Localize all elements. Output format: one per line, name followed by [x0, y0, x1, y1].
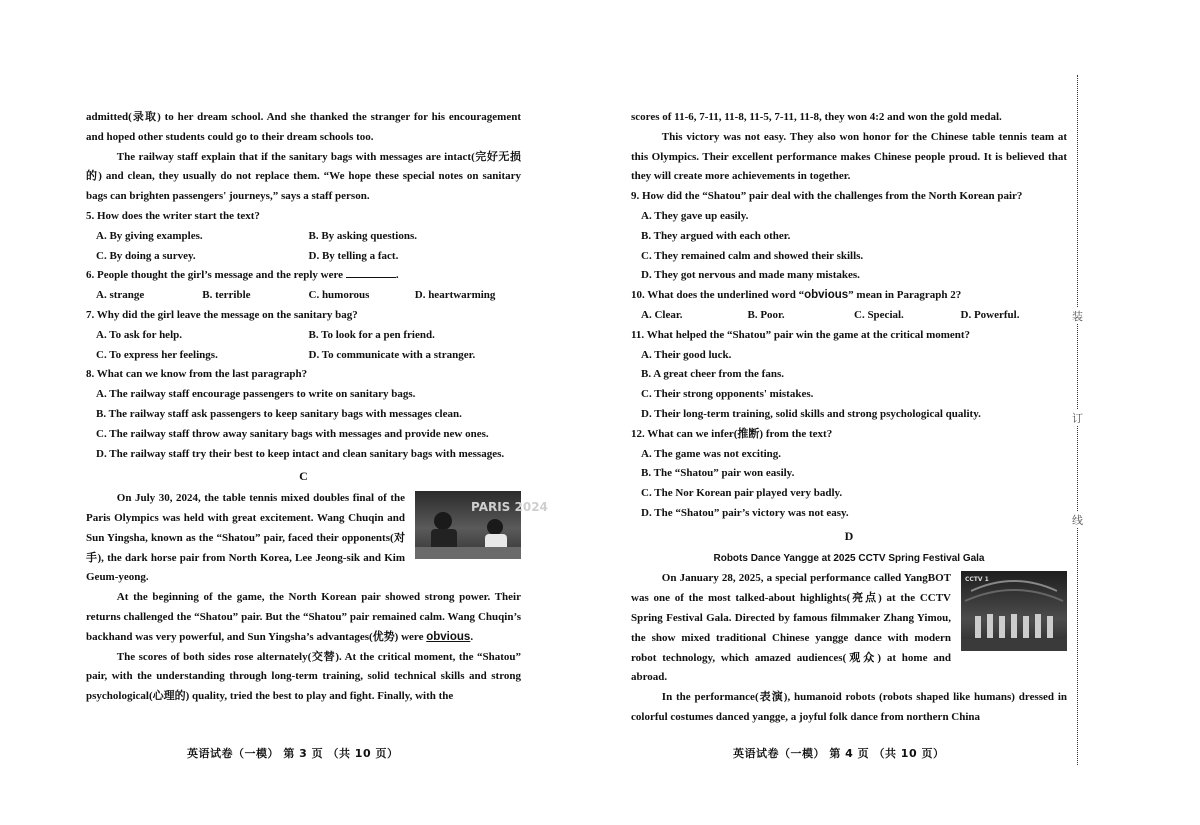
question-7 — [86, 306, 521, 365]
robot-dance-photo-drawing — [961, 571, 1067, 651]
passage-b-continuation: admitted(录取) to her dream school. And she thanked the stranger for his encouragement and hoped other students could go to their dream schools too. — [86, 111, 521, 143]
question-6-stem: 6. People thought the girl’s message and the reply were . — [86, 269, 399, 282]
passage-c-paragraph-3: The scores of both sides rose alternately(交替). At the critical moment, the “Shatou” pair, with the understanding through long-term training, solid technical skills and strong psychological(心理的) quality, tried the best to play and fight. Finally, with the — [86, 650, 521, 703]
q6-option-b[interactable]: B. terrible — [202, 289, 251, 302]
q5-option-d[interactable]: D. By telling a fact. — [308, 249, 399, 262]
page-footer-left: 英语试卷（一模） 第 3 页 （共 10 页） — [187, 747, 399, 760]
q9-option-d[interactable]: D. They got nervous and made many mistakes. — [641, 269, 860, 282]
q10-option-b[interactable]: B. Poor. — [747, 308, 785, 321]
passage-d-title: Robots Dance Yangge at 2025 CCTV Spring Festival Gala — [713, 552, 985, 564]
question-9-stem: 9. How did the “Shatou” pair deal with the challenges from the North Korean pair? — [631, 190, 1023, 203]
q7-option-b[interactable]: B. To look for a pen friend. — [308, 328, 435, 341]
photo-backdrop-text: PARIS 2024 — [471, 500, 548, 515]
q12-option-c[interactable]: C. The Nor Korean pair played very badly. — [641, 487, 843, 500]
q8-option-a[interactable]: A. The railway staff encourage passengers to write on sanitary bags. — [96, 388, 416, 401]
question-6 — [86, 266, 521, 306]
q12-option-b[interactable]: B. The “Shatou” pair won easily. — [641, 467, 795, 480]
passage-c-paragraph-2: At the beginning of the game, the North Korean pair showed strong power. Their returns challenged the “Shatou” pair. But the “Shatou” pair remained calm. Wang Chuqin’s backhand was very powerful, and Sun Yingsha’s advantages(优势) were obvious. — [86, 591, 521, 643]
left-page — [86, 108, 548, 707]
q6-option-d[interactable]: D. heartwarming — [414, 289, 496, 302]
q6-option-a[interactable]: A. strange — [96, 289, 145, 302]
q7-option-d[interactable]: D. To communicate with a stranger. — [308, 348, 476, 361]
robot-dance-photo — [961, 571, 1067, 651]
q5-option-c[interactable]: C. By doing a survey. — [96, 249, 196, 262]
answer-blank — [346, 277, 396, 278]
question-12-stem: 12. What can we infer(推断) from the text? — [631, 427, 833, 440]
quoted-word: obvious — [804, 289, 849, 302]
question-11-stem: 11. What helped the “Shatou” pair win the game at the critical moment? — [631, 328, 971, 341]
right-page — [631, 108, 1067, 728]
q6-option-c[interactable]: C. humorous — [308, 289, 370, 302]
q8-option-b[interactable]: B. The railway staff ask passengers to keep sanitary bags with messages clean. — [96, 407, 462, 420]
q8-option-c[interactable]: C. The railway staff throw away sanitary bags with messages and provide new ones. — [96, 427, 489, 440]
photo-channel-logo: CCTV 1 — [965, 576, 989, 584]
section-heading-c: C — [299, 469, 308, 484]
passage-d-paragraph-1: On January 28, 2025, a special performance called YangBOT was one of the most talked-about highlights(亮点) at the CCTV Spring Festival Gala. Directed by famous filmmaker Zhang Yimou, the show mixed traditional Chinese yangge dance with modern robot technology, which amazed audiences(观众) at home and abroad. — [631, 572, 951, 684]
question-7-stem: 7. Why did the girl leave the message on the sanitary bag? — [86, 308, 358, 321]
q9-option-b[interactable]: B. They argued with each other. — [641, 229, 791, 242]
table-tennis-photo-drawing — [415, 491, 548, 559]
question-11 — [631, 326, 1067, 425]
q5-option-b[interactable]: B. By asking questions. — [308, 229, 418, 242]
q11-option-c[interactable]: C. Their strong opponents' mistakes. — [641, 388, 814, 401]
question-8-stem: 8. What can we know from the last paragraph? — [86, 368, 308, 381]
q10-option-c[interactable]: C. Special. — [854, 308, 904, 321]
q10-option-d[interactable]: D. Powerful. — [960, 308, 1020, 321]
q5-option-a[interactable]: A. By giving examples. — [96, 229, 203, 242]
question-9 — [631, 187, 1067, 286]
q9-option-c[interactable]: C. They remained calm and showed their skills. — [641, 249, 864, 262]
question-5 — [86, 207, 521, 266]
question-12 — [631, 425, 1067, 524]
q11-option-d[interactable]: D. Their long-term training, solid skills and strong psychological quality. — [641, 407, 981, 420]
q12-option-a[interactable]: A. The game was not exciting. — [641, 447, 782, 460]
question-10 — [631, 286, 1067, 326]
q8-option-d[interactable]: D. The railway staff try their best to keep intact and clean sanitary bags with messages. — [96, 447, 505, 460]
table-tennis-photo — [415, 491, 548, 559]
q9-option-a[interactable]: A. They gave up easily. — [641, 209, 749, 222]
q10-option-a[interactable]: A. Clear. — [641, 308, 683, 321]
binding-char-zhuang: 装 — [1072, 308, 1083, 324]
q11-option-b[interactable]: B. A great cheer from the fans. — [641, 368, 784, 381]
q12-option-d[interactable]: D. The “Shatou” pair’s victory was not easy. — [641, 506, 849, 519]
passage-d-paragraph-2: In the performance(表演), humanoid robots (robots shaped like humans) dressed in colorful costumes danced yangge, a joyful folk dance from northern China — [631, 691, 1067, 723]
underlined-word: obvious — [426, 630, 471, 643]
passage-c-continuation: scores of 11-6, 7-11, 11-8, 11-5, 7-11, 11-8, they won 4:2 and won the gold medal. — [631, 111, 1002, 123]
question-8 — [86, 365, 521, 464]
section-heading-d: D — [844, 528, 854, 543]
passage-c-last-paragraph: This victory was not easy. They also won honor for the Chinese table tennis team at this Olympics. Their excellent performance makes Chinese people proud. It is believed that they will create more achievements in together. — [631, 130, 1067, 183]
q7-option-a[interactable]: A. To ask for help. — [96, 328, 182, 341]
passage-b-last-paragraph: The railway staff explain that if the sanitary bags with messages are intact(完好无损的) and clean, they usually do not replace them. “We hope these special notes on sanitary bags can brighten passengers' journeys,” says a staff person. — [86, 150, 521, 203]
page-footer-right: 英语试卷（一模） 第 4 页 （共 10 页） — [733, 747, 945, 760]
passage-c-paragraph-1: On July 30, 2024, the table tennis mixed doubles final of the Paris Olympics was held with great excitement. Wang Chuqin and Sun Yingsha, known as the “Shatou” pair, faced their opponents(对手), the dark horse pair from North Korea, Lee Jeong-sik and Kim Geum-yeong. — [86, 492, 405, 584]
q7-option-c[interactable]: C. To express her feelings. — [96, 348, 218, 361]
question-10-stem: 10. What does the underlined word “obvious” mean in Paragraph 2? — [631, 289, 962, 302]
binding-char-ding: 订 — [1072, 410, 1083, 426]
q11-option-a[interactable]: A. Their good luck. — [641, 348, 732, 361]
binding-char-xian: 线 — [1072, 512, 1083, 528]
question-5-stem: 5. How does the writer start the text? — [86, 209, 260, 222]
